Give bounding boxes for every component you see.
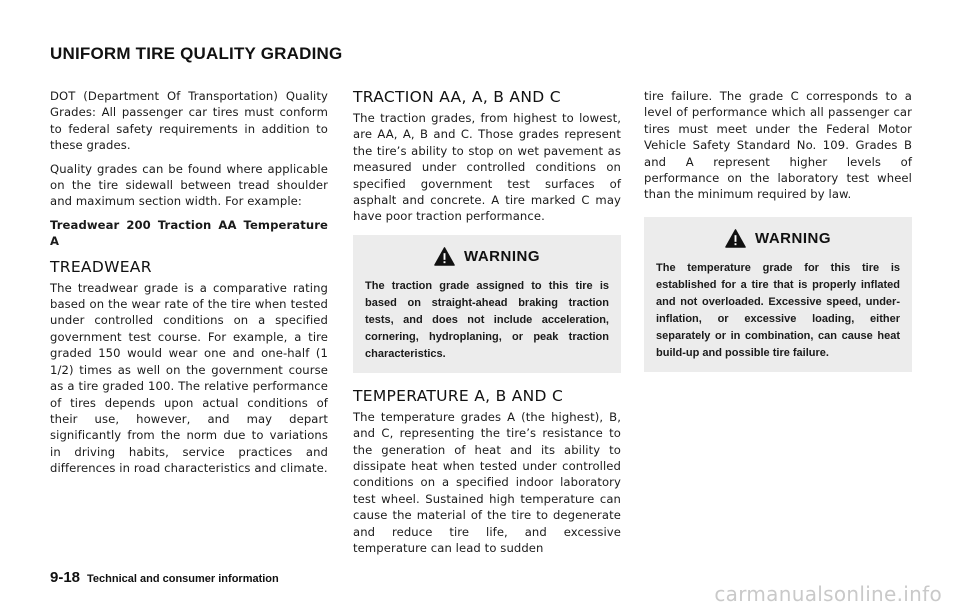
warning-title: WARNING xyxy=(464,247,540,265)
page-number: 9-18 xyxy=(50,569,81,586)
example-grade-line: Treadwear 200 Traction AA Temperature A xyxy=(50,217,328,249)
warning-title: WARNING xyxy=(755,229,831,247)
temperature-heading: TEMPERATURE A, B AND C xyxy=(353,386,564,405)
warning-triangle-icon xyxy=(725,229,746,248)
traction-paragraph: The traction grades, from highest to lowest, are AA, A, B and C. Those grades represent the tire’s ability to stop on wet pavement as measured under controlled conditions on specified government test surfaces of asphalt and concrete. A tire marked C may have poor traction performance. xyxy=(353,111,621,224)
page-title: UNIFORM TIRE QUALITY GRADING xyxy=(50,44,343,63)
watermark: carmanualsonline.info xyxy=(714,582,942,606)
page-footer xyxy=(50,569,279,586)
traction-warning-box xyxy=(353,235,621,373)
intro-paragraph: DOT (Department Of Transportation) Quality Grades: All passenger car tires must conform to federal safety requirements in addition to these grades. xyxy=(50,89,328,153)
column-1 xyxy=(50,88,328,484)
temperature-warning-text: The temperature grade for this tire is established for a tire that is properly inflated and not overloaded. Excessive speed, under-inflation, or excessive loading, either separately or in combination, can cause heat build-up and possible tire failure. xyxy=(656,261,900,359)
treadwear-paragraph: The treadwear grade is a comparative rating based on the wear rate of the tire when tested under controlled conditions on a specified government test course. For example, a tire graded 150 would wear one and one-half (1 1/2) times as well on the government course as a tire graded 100. The relative performance of tires depends upon actual conditions of their use, however, and may depart significantly from the norm due to variations in driving habits, service practices and differences in road characteristics and climate. xyxy=(50,280,328,476)
grades-location-paragraph: Quality grades can be found where applicable on the tire sidewall between tread shoulder and maximum section width. For example: xyxy=(50,161,328,209)
warning-triangle-icon xyxy=(434,247,455,266)
warning-header xyxy=(656,229,900,248)
column-2 xyxy=(353,88,621,564)
warning-header xyxy=(365,247,609,266)
temperature-continued-paragraph: tire failure. The grade C corresponds to a level of performance which all passenger car tires must meet under the Federal Motor Vehicle Safety Standard No. 109. Grades B and A represent higher levels of performance on the laboratory test wheel than the minimum required by law. xyxy=(644,89,912,202)
column-3 xyxy=(644,88,912,386)
traction-warning-text: The traction grade assigned to this tire is based on straight-ahead braking traction tests, and does not include acceleration, cornering, hydroplaning, or peak traction characteristics. xyxy=(365,279,609,360)
temperature-warning-box xyxy=(644,217,912,372)
temperature-paragraph: The temperature grades A (the highest), B, and C, representing the tire’s resistance to the generation of heat and its ability to dissipate heat when tested under controlled conditions on a specified indoor laboratory test wheel. Sustained high temperature can cause the material of the tire to degenerate and reduce tire life, and excessive temperature can lead to sudden xyxy=(353,409,621,556)
traction-heading: TRACTION AA, A, B AND C xyxy=(353,88,561,106)
treadwear-heading: TREADWEAR xyxy=(50,257,152,276)
section-label: Technical and consumer information xyxy=(87,573,279,585)
